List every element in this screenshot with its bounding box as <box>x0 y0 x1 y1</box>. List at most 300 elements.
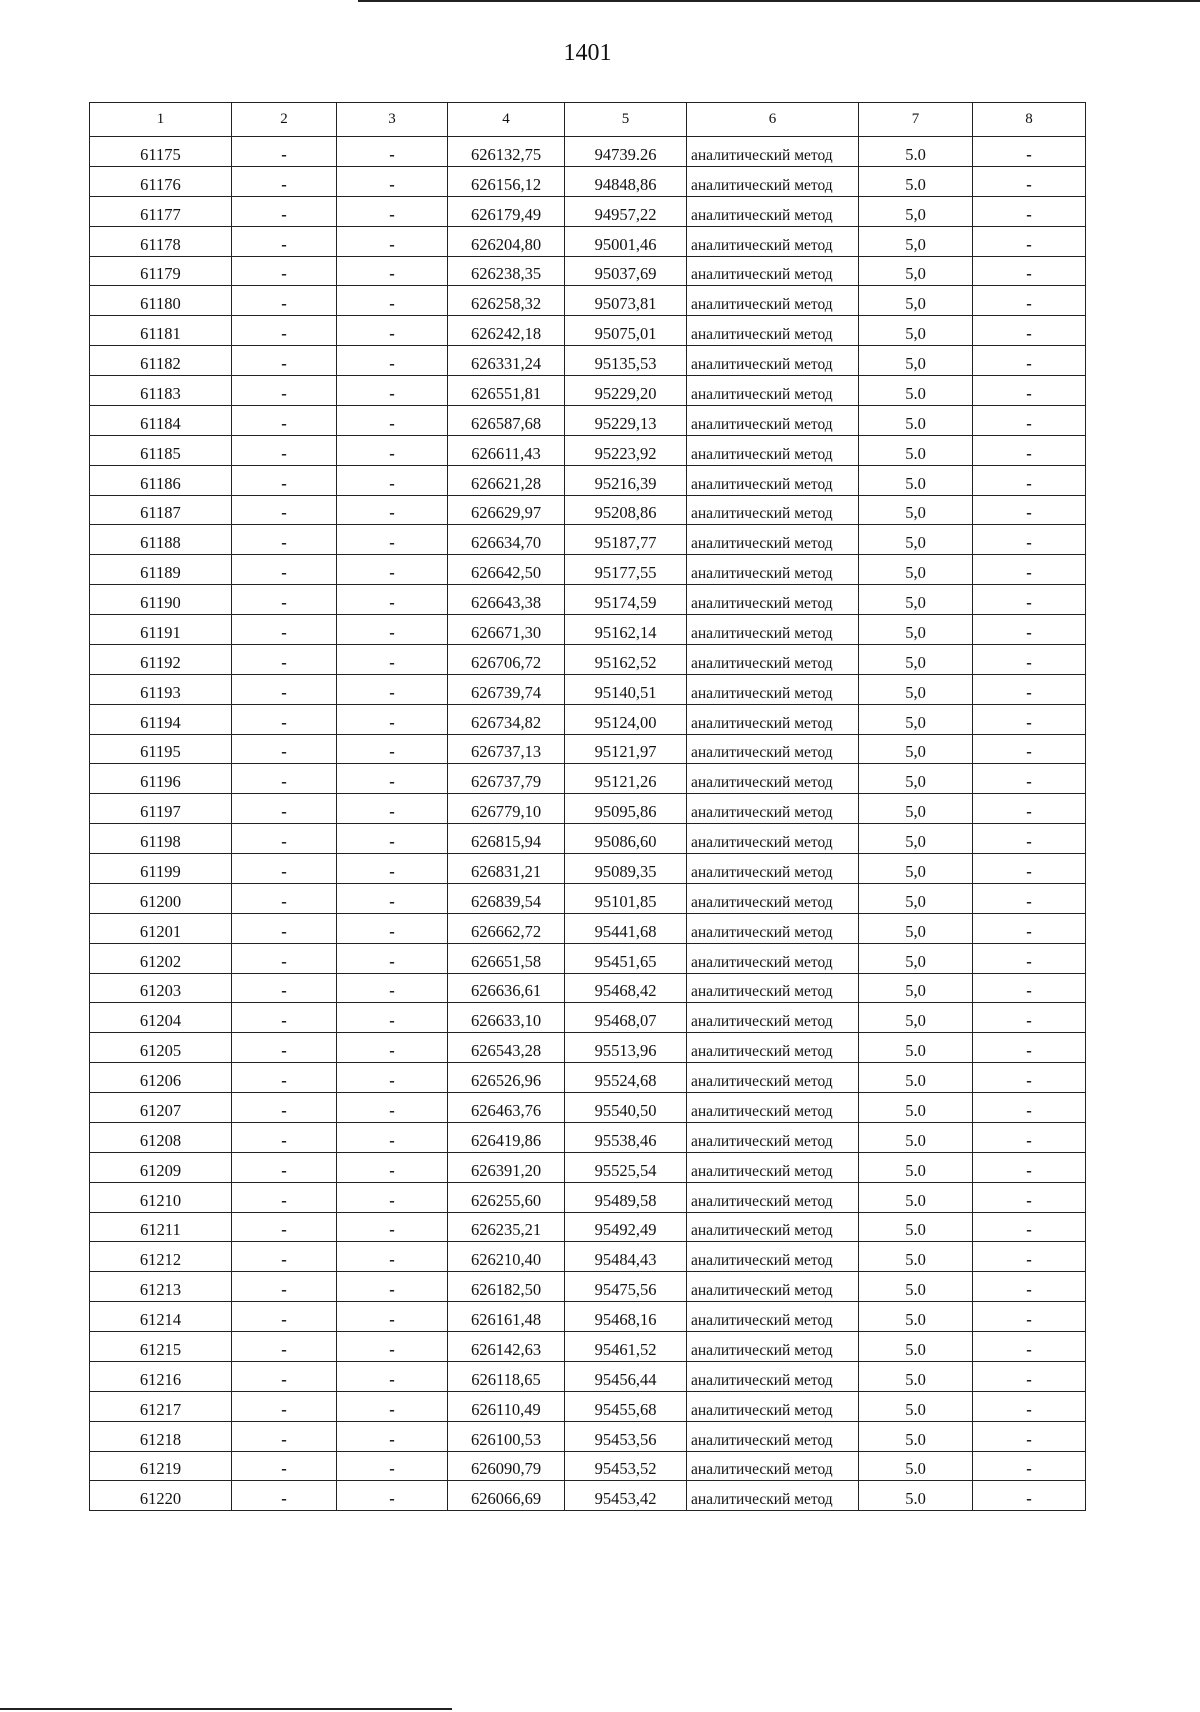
col8-cell: - <box>973 1421 1086 1451</box>
col2-cell: - <box>232 794 337 824</box>
y-coordinate-cell: 95124,00 <box>565 704 687 734</box>
col3-cell: - <box>337 405 448 435</box>
point-number-cell: 61200 <box>90 883 232 913</box>
col2-cell: - <box>232 525 337 555</box>
point-number-cell: 61196 <box>90 764 232 794</box>
col3-cell: - <box>337 1332 448 1362</box>
table-row <box>90 943 1086 973</box>
col2-cell: - <box>232 1272 337 1302</box>
y-coordinate-cell: 94848,86 <box>565 166 687 196</box>
table-row <box>90 883 1086 913</box>
method-cell: аналитический метод <box>687 1033 859 1063</box>
x-coordinate-cell: 626391,20 <box>448 1152 565 1182</box>
y-coordinate-cell: 95121,26 <box>565 764 687 794</box>
x-coordinate-cell: 626779,10 <box>448 794 565 824</box>
point-number-cell: 61217 <box>90 1391 232 1421</box>
method-cell: аналитический метод <box>687 1481 859 1511</box>
y-coordinate-cell: 95484,43 <box>565 1242 687 1272</box>
table-header-row <box>90 103 1086 137</box>
accuracy-cell: 5,0 <box>859 346 973 376</box>
point-number-cell: 61202 <box>90 943 232 973</box>
col8-cell: - <box>973 346 1086 376</box>
col2-cell: - <box>232 405 337 435</box>
col8-cell: - <box>973 555 1086 585</box>
method-cell: аналитический метод <box>687 854 859 884</box>
table-row <box>90 316 1086 346</box>
method-cell: аналитический метод <box>687 555 859 585</box>
accuracy-cell: 5.0 <box>859 1272 973 1302</box>
col2-cell: - <box>232 286 337 316</box>
x-coordinate-cell: 626642,50 <box>448 555 565 585</box>
y-coordinate-cell: 95121,97 <box>565 734 687 764</box>
point-number-cell: 61191 <box>90 615 232 645</box>
col2-cell: - <box>232 1152 337 1182</box>
col3-cell: - <box>337 1242 448 1272</box>
col3-cell: - <box>337 615 448 645</box>
table-row <box>90 1063 1086 1093</box>
col8-cell: - <box>973 734 1086 764</box>
col2-cell: - <box>232 734 337 764</box>
x-coordinate-cell: 626179,49 <box>448 196 565 226</box>
table-row <box>90 1302 1086 1332</box>
column-header: 4 <box>448 103 565 137</box>
col8-cell: - <box>973 644 1086 674</box>
accuracy-cell: 5,0 <box>859 286 973 316</box>
y-coordinate-cell: 95525,54 <box>565 1152 687 1182</box>
table-row <box>90 824 1086 854</box>
point-number-cell: 61184 <box>90 405 232 435</box>
accuracy-cell: 5.0 <box>859 376 973 406</box>
table-row <box>90 137 1086 167</box>
table-row <box>90 286 1086 316</box>
point-number-cell: 61187 <box>90 495 232 525</box>
col2-cell: - <box>232 1063 337 1093</box>
col8-cell: - <box>973 1122 1086 1152</box>
x-coordinate-cell: 626142,63 <box>448 1332 565 1362</box>
y-coordinate-cell: 95455,68 <box>565 1391 687 1421</box>
x-coordinate-cell: 626734,82 <box>448 704 565 734</box>
col3-cell: - <box>337 1033 448 1063</box>
col2-cell: - <box>232 674 337 704</box>
col8-cell: - <box>973 973 1086 1003</box>
col8-cell: - <box>973 1182 1086 1212</box>
x-coordinate-cell: 626815,94 <box>448 824 565 854</box>
col3-cell: - <box>337 1361 448 1391</box>
x-coordinate-cell: 626066,69 <box>448 1481 565 1511</box>
accuracy-cell: 5,0 <box>859 854 973 884</box>
x-coordinate-cell: 626110,49 <box>448 1391 565 1421</box>
x-coordinate-cell: 626238,35 <box>448 256 565 286</box>
y-coordinate-cell: 95489,58 <box>565 1182 687 1212</box>
method-cell: аналитический метод <box>687 256 859 286</box>
x-coordinate-cell: 626526,96 <box>448 1063 565 1093</box>
col8-cell: - <box>973 1391 1086 1421</box>
method-cell: аналитический метод <box>687 794 859 824</box>
point-number-cell: 61180 <box>90 286 232 316</box>
x-coordinate-cell: 626463,76 <box>448 1093 565 1123</box>
accuracy-cell: 5.0 <box>859 1361 973 1391</box>
table-row <box>90 1481 1086 1511</box>
method-cell: аналитический метод <box>687 1093 859 1123</box>
x-coordinate-cell: 626161,48 <box>448 1302 565 1332</box>
method-cell: аналитический метод <box>687 734 859 764</box>
col2-cell: - <box>232 1122 337 1152</box>
col8-cell: - <box>973 704 1086 734</box>
y-coordinate-cell: 95101,85 <box>565 883 687 913</box>
table-row <box>90 555 1086 585</box>
method-cell: аналитический метод <box>687 943 859 973</box>
x-coordinate-cell: 626651,58 <box>448 943 565 973</box>
method-cell: аналитический метод <box>687 585 859 615</box>
accuracy-cell: 5.0 <box>859 1093 973 1123</box>
col3-cell: - <box>337 435 448 465</box>
point-number-cell: 61205 <box>90 1033 232 1063</box>
point-number-cell: 61216 <box>90 1361 232 1391</box>
point-number-cell: 61176 <box>90 166 232 196</box>
col2-cell: - <box>232 1033 337 1063</box>
accuracy-cell: 5.0 <box>859 435 973 465</box>
x-coordinate-cell: 626739,74 <box>448 674 565 704</box>
column-header: 3 <box>337 103 448 137</box>
method-cell: аналитический метод <box>687 1212 859 1242</box>
col2-cell: - <box>232 226 337 256</box>
column-header: 5 <box>565 103 687 137</box>
col8-cell: - <box>973 1332 1086 1362</box>
col8-cell: - <box>973 525 1086 555</box>
x-coordinate-cell: 626611,43 <box>448 435 565 465</box>
table-body <box>90 137 1086 1511</box>
point-number-cell: 61218 <box>90 1421 232 1451</box>
accuracy-cell: 5.0 <box>859 1033 973 1063</box>
col3-cell: - <box>337 1391 448 1421</box>
col8-cell: - <box>973 794 1086 824</box>
col2-cell: - <box>232 376 337 406</box>
point-number-cell: 61201 <box>90 913 232 943</box>
col3-cell: - <box>337 495 448 525</box>
accuracy-cell: 5.0 <box>859 137 973 167</box>
y-coordinate-cell: 95453,56 <box>565 1421 687 1451</box>
table-row <box>90 794 1086 824</box>
point-number-cell: 61197 <box>90 794 232 824</box>
col3-cell: - <box>337 644 448 674</box>
col2-cell: - <box>232 137 337 167</box>
point-number-cell: 61208 <box>90 1122 232 1152</box>
col8-cell: - <box>973 1033 1086 1063</box>
y-coordinate-cell: 95174,59 <box>565 585 687 615</box>
col8-cell: - <box>973 435 1086 465</box>
y-coordinate-cell: 95468,16 <box>565 1302 687 1332</box>
accuracy-cell: 5.0 <box>859 1332 973 1362</box>
point-number-cell: 61177 <box>90 196 232 226</box>
point-number-cell: 61207 <box>90 1093 232 1123</box>
table-row <box>90 226 1086 256</box>
table-row <box>90 196 1086 226</box>
y-coordinate-cell: 95001,46 <box>565 226 687 256</box>
accuracy-cell: 5,0 <box>859 256 973 286</box>
x-coordinate-cell: 626242,18 <box>448 316 565 346</box>
accuracy-cell: 5,0 <box>859 824 973 854</box>
col3-cell: - <box>337 704 448 734</box>
col8-cell: - <box>973 1003 1086 1033</box>
col2-cell: - <box>232 1451 337 1481</box>
y-coordinate-cell: 95075,01 <box>565 316 687 346</box>
x-coordinate-cell: 626839,54 <box>448 883 565 913</box>
table-row <box>90 1182 1086 1212</box>
y-coordinate-cell: 95140,51 <box>565 674 687 704</box>
col8-cell: - <box>973 137 1086 167</box>
col2-cell: - <box>232 1182 337 1212</box>
table-row <box>90 376 1086 406</box>
y-coordinate-cell: 95089,35 <box>565 854 687 884</box>
method-cell: аналитический метод <box>687 1332 859 1362</box>
col3-cell: - <box>337 1481 448 1511</box>
col2-cell: - <box>232 1332 337 1362</box>
col3-cell: - <box>337 226 448 256</box>
col8-cell: - <box>973 854 1086 884</box>
col3-cell: - <box>337 137 448 167</box>
col2-cell: - <box>232 854 337 884</box>
y-coordinate-cell: 94739.26 <box>565 137 687 167</box>
table-row <box>90 1033 1086 1063</box>
y-coordinate-cell: 94957,22 <box>565 196 687 226</box>
col3-cell: - <box>337 346 448 376</box>
col2-cell: - <box>232 316 337 346</box>
col3-cell: - <box>337 824 448 854</box>
accuracy-cell: 5,0 <box>859 704 973 734</box>
col2-cell: - <box>232 883 337 913</box>
method-cell: аналитический метод <box>687 1361 859 1391</box>
col8-cell: - <box>973 1063 1086 1093</box>
col8-cell: - <box>973 376 1086 406</box>
x-coordinate-cell: 626706,72 <box>448 644 565 674</box>
point-number-cell: 61198 <box>90 824 232 854</box>
point-number-cell: 61195 <box>90 734 232 764</box>
point-number-cell: 61190 <box>90 585 232 615</box>
col3-cell: - <box>337 883 448 913</box>
table-row <box>90 346 1086 376</box>
method-cell: аналитический метод <box>687 1421 859 1451</box>
point-number-cell: 61206 <box>90 1063 232 1093</box>
method-cell: аналитический метод <box>687 465 859 495</box>
accuracy-cell: 5,0 <box>859 794 973 824</box>
method-cell: аналитический метод <box>687 824 859 854</box>
table-row <box>90 704 1086 734</box>
table-row <box>90 1361 1086 1391</box>
col2-cell: - <box>232 1212 337 1242</box>
accuracy-cell: 5,0 <box>859 196 973 226</box>
x-coordinate-cell: 626100,53 <box>448 1421 565 1451</box>
col2-cell: - <box>232 644 337 674</box>
table-row <box>90 465 1086 495</box>
table-row <box>90 1391 1086 1421</box>
column-header: 8 <box>973 103 1086 137</box>
y-coordinate-cell: 95135,53 <box>565 346 687 376</box>
col3-cell: - <box>337 1272 448 1302</box>
x-coordinate-cell: 626629,97 <box>448 495 565 525</box>
col2-cell: - <box>232 913 337 943</box>
method-cell: аналитический метод <box>687 525 859 555</box>
method-cell: аналитический метод <box>687 405 859 435</box>
x-coordinate-cell: 626090,79 <box>448 1451 565 1481</box>
y-coordinate-cell: 95187,77 <box>565 525 687 555</box>
col3-cell: - <box>337 1302 448 1332</box>
y-coordinate-cell: 95177,55 <box>565 555 687 585</box>
x-coordinate-cell: 626671,30 <box>448 615 565 645</box>
table-row <box>90 674 1086 704</box>
col2-cell: - <box>232 824 337 854</box>
point-number-cell: 61182 <box>90 346 232 376</box>
accuracy-cell: 5,0 <box>859 973 973 1003</box>
point-number-cell: 61175 <box>90 137 232 167</box>
accuracy-cell: 5,0 <box>859 555 973 585</box>
col8-cell: - <box>973 1302 1086 1332</box>
col2-cell: - <box>232 166 337 196</box>
col8-cell: - <box>973 226 1086 256</box>
x-coordinate-cell: 626258,32 <box>448 286 565 316</box>
table-row <box>90 405 1086 435</box>
col8-cell: - <box>973 1361 1086 1391</box>
col8-cell: - <box>973 465 1086 495</box>
table-row <box>90 973 1086 1003</box>
point-number-cell: 61186 <box>90 465 232 495</box>
method-cell: аналитический метод <box>687 1003 859 1033</box>
method-cell: аналитический метод <box>687 435 859 465</box>
col3-cell: - <box>337 525 448 555</box>
table-row <box>90 644 1086 674</box>
y-coordinate-cell: 95208,86 <box>565 495 687 525</box>
col2-cell: - <box>232 1391 337 1421</box>
y-coordinate-cell: 95229,20 <box>565 376 687 406</box>
col8-cell: - <box>973 615 1086 645</box>
accuracy-cell: 5.0 <box>859 1063 973 1093</box>
y-coordinate-cell: 95468,07 <box>565 1003 687 1033</box>
method-cell: аналитический метод <box>687 166 859 196</box>
y-coordinate-cell: 95441,68 <box>565 913 687 943</box>
col3-cell: - <box>337 794 448 824</box>
table-row <box>90 166 1086 196</box>
table-row <box>90 525 1086 555</box>
method-cell: аналитический метод <box>687 1302 859 1332</box>
accuracy-cell: 5.0 <box>859 1122 973 1152</box>
col2-cell: - <box>232 1093 337 1123</box>
point-number-cell: 61194 <box>90 704 232 734</box>
table-row <box>90 1272 1086 1302</box>
col8-cell: - <box>973 196 1086 226</box>
method-cell: аналитический метод <box>687 495 859 525</box>
accuracy-cell: 5.0 <box>859 405 973 435</box>
method-cell: аналитический метод <box>687 1391 859 1421</box>
point-number-cell: 61203 <box>90 973 232 1003</box>
y-coordinate-cell: 95456,44 <box>565 1361 687 1391</box>
method-cell: аналитический метод <box>687 226 859 256</box>
accuracy-cell: 5,0 <box>859 525 973 555</box>
table-row <box>90 1332 1086 1362</box>
scan-edge-line-top <box>358 0 1200 2</box>
method-cell: аналитический метод <box>687 1182 859 1212</box>
y-coordinate-cell: 95475,56 <box>565 1272 687 1302</box>
x-coordinate-cell: 626587,68 <box>448 405 565 435</box>
point-number-cell: 61181 <box>90 316 232 346</box>
y-coordinate-cell: 95037,69 <box>565 256 687 286</box>
y-coordinate-cell: 95086,60 <box>565 824 687 854</box>
col3-cell: - <box>337 1212 448 1242</box>
accuracy-cell: 5,0 <box>859 585 973 615</box>
accuracy-cell: 5.0 <box>859 1451 973 1481</box>
col8-cell: - <box>973 913 1086 943</box>
accuracy-cell: 5.0 <box>859 1391 973 1421</box>
method-cell: аналитический метод <box>687 1451 859 1481</box>
point-number-cell: 61204 <box>90 1003 232 1033</box>
table-row <box>90 854 1086 884</box>
col8-cell: - <box>973 883 1086 913</box>
col3-cell: - <box>337 316 448 346</box>
x-coordinate-cell: 626543,28 <box>448 1033 565 1063</box>
accuracy-cell: 5.0 <box>859 166 973 196</box>
col8-cell: - <box>973 405 1086 435</box>
y-coordinate-cell: 95540,50 <box>565 1093 687 1123</box>
table-row <box>90 1122 1086 1152</box>
col3-cell: - <box>337 943 448 973</box>
col8-cell: - <box>973 585 1086 615</box>
table-row <box>90 1421 1086 1451</box>
accuracy-cell: 5,0 <box>859 644 973 674</box>
table-row <box>90 1003 1086 1033</box>
point-number-cell: 61179 <box>90 256 232 286</box>
col8-cell: - <box>973 1093 1086 1123</box>
col3-cell: - <box>337 674 448 704</box>
x-coordinate-cell: 626210,40 <box>448 1242 565 1272</box>
col8-cell: - <box>973 1272 1086 1302</box>
y-coordinate-cell: 95216,39 <box>565 465 687 495</box>
x-coordinate-cell: 626551,81 <box>448 376 565 406</box>
accuracy-cell: 5,0 <box>859 615 973 645</box>
col2-cell: - <box>232 196 337 226</box>
col2-cell: - <box>232 764 337 794</box>
table-row <box>90 734 1086 764</box>
accuracy-cell: 5,0 <box>859 495 973 525</box>
col3-cell: - <box>337 1122 448 1152</box>
method-cell: аналитический метод <box>687 615 859 645</box>
y-coordinate-cell: 95162,52 <box>565 644 687 674</box>
y-coordinate-cell: 95468,42 <box>565 973 687 1003</box>
column-header: 7 <box>859 103 973 137</box>
column-header: 1 <box>90 103 232 137</box>
x-coordinate-cell: 626132,75 <box>448 137 565 167</box>
col3-cell: - <box>337 734 448 764</box>
y-coordinate-cell: 95162,14 <box>565 615 687 645</box>
col3-cell: - <box>337 1421 448 1451</box>
col3-cell: - <box>337 286 448 316</box>
method-cell: аналитический метод <box>687 764 859 794</box>
col3-cell: - <box>337 854 448 884</box>
accuracy-cell: 5.0 <box>859 1182 973 1212</box>
x-coordinate-cell: 626636,61 <box>448 973 565 1003</box>
x-coordinate-cell: 626255,60 <box>448 1182 565 1212</box>
y-coordinate-cell: 95453,42 <box>565 1481 687 1511</box>
y-coordinate-cell: 95073,81 <box>565 286 687 316</box>
col2-cell: - <box>232 435 337 465</box>
col3-cell: - <box>337 1451 448 1481</box>
col8-cell: - <box>973 286 1086 316</box>
accuracy-cell: 5,0 <box>859 674 973 704</box>
col2-cell: - <box>232 465 337 495</box>
col8-cell: - <box>973 1242 1086 1272</box>
y-coordinate-cell: 95451,65 <box>565 943 687 973</box>
col3-cell: - <box>337 196 448 226</box>
col3-cell: - <box>337 913 448 943</box>
method-cell: аналитический метод <box>687 1063 859 1093</box>
col8-cell: - <box>973 1451 1086 1481</box>
